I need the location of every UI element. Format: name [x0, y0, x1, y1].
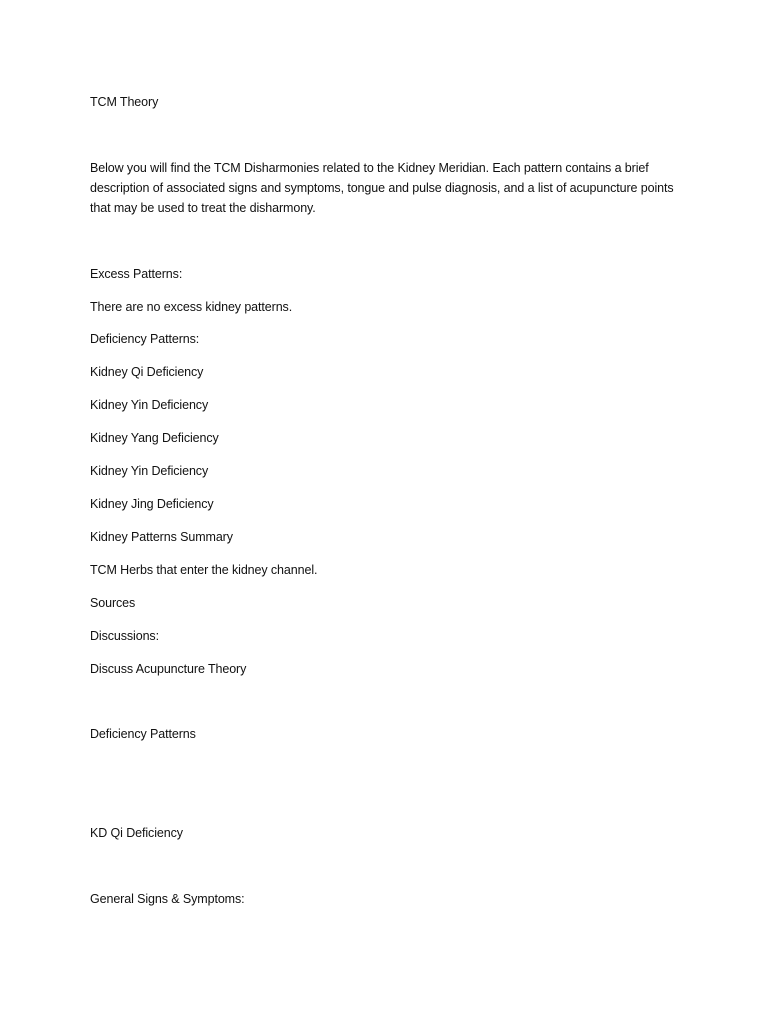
deficiency-patterns-heading: Deficiency Patterns: — [90, 332, 200, 346]
intro-paragraph: Below you will find the TCM Disharmonies related to the Kidney Meridian. Each pattern contains a brief description of associated signs and symptoms, tongue and pulse diagnosis, and a list of acupuncture points that may be used to treat the disharmony. — [90, 161, 674, 215]
kd-qi-deficiency-heading: KD Qi Deficiency — [90, 826, 183, 840]
excess-patterns-text: There are no excess kidney patterns. — [90, 300, 293, 314]
deficiency-item-kidney-qi[interactable]: Kidney Qi Deficiency — [90, 365, 204, 379]
document-title: TCM Theory — [90, 95, 159, 109]
tcm-herbs-link[interactable]: TCM Herbs that enter the kidney channel. — [90, 563, 318, 577]
deficiency-item-kidney-yang[interactable]: Kidney Yang Deficiency — [90, 431, 219, 445]
discussions-heading: Discussions: — [90, 629, 159, 643]
deficiency-item-kidney-jing[interactable]: Kidney Jing Deficiency — [90, 497, 214, 511]
sources-link[interactable]: Sources — [90, 596, 136, 610]
deficiency-item-kidney-yin-2[interactable]: Kidney Yin Deficiency — [90, 464, 209, 478]
general-signs-symptoms-heading: General Signs & Symptoms: — [90, 892, 245, 906]
excess-patterns-heading: Excess Patterns: — [90, 267, 183, 281]
deficiency-item-kidney-yin[interactable]: Kidney Yin Deficiency — [90, 398, 209, 412]
kidney-patterns-summary-link[interactable]: Kidney Patterns Summary — [90, 530, 233, 544]
deficiency-patterns-section-heading: Deficiency Patterns — [90, 727, 196, 741]
discuss-acupuncture-theory-link[interactable]: Discuss Acupuncture Theory — [90, 662, 247, 676]
